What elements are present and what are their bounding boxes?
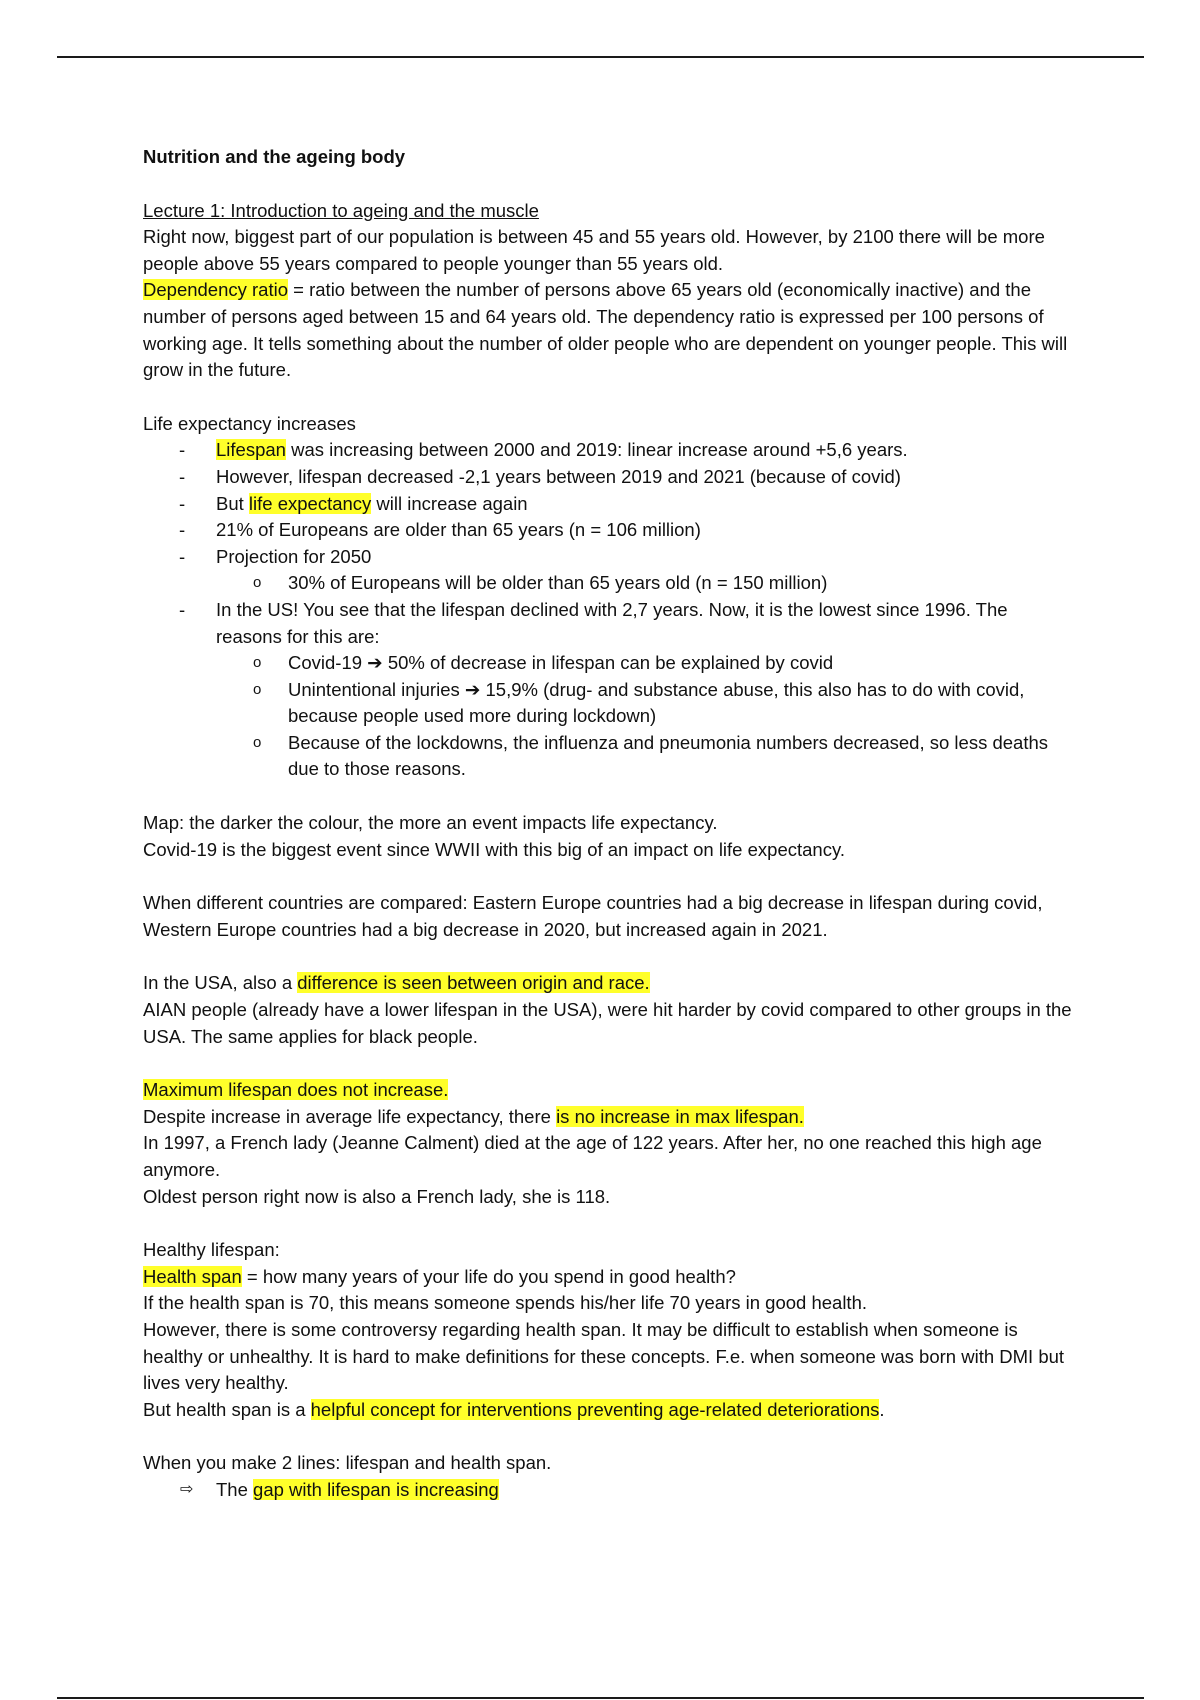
health-span-definition [143,1264,1073,1291]
max-lifespan-line-3: Oldest person right now is also a French lady, she is 118. [143,1185,611,1207]
list-item [143,517,1073,544]
lecture-heading: Lecture 1: Introduction to ageing and the muscle [143,199,539,221]
circle-bullet: o [253,680,262,698]
circle-bullet: o [253,733,262,751]
max-lifespan-highlight: Maximum lifespan does not increase. [143,1079,449,1101]
health-text: . [879,1398,885,1420]
list-item-text: In the US! You see that the lifespan declined with 2,7 years. Now, it is the lowest since 1996. The reasons for this are: [216,598,1008,647]
healthy-lifespan-heading: Healthy lifespan: [143,1239,280,1261]
map-line-2: Covid-19 is the biggest event since WWII with this big of an impact on life expectancy. [143,838,845,860]
circle-bullet: o [253,654,262,672]
list-item-text: 21% of Europeans are older than 65 years (n = 106 million) [216,519,701,541]
list-item-text: However, lifespan decreased -2,1 years between 2019 and 2021 (because of covid) [216,465,901,487]
bottom-rule [57,1697,1144,1699]
life-expectancy-term: life expectancy [248,492,372,514]
map-line-1: Map: the darker the colour, the more an event impacts life expectancy. [143,812,718,834]
dash-bullet: - [179,598,186,620]
document-body [143,144,1073,1504]
arrow-icon: ⇨ [180,1480,194,1498]
health-span-term: Health span [143,1265,242,1287]
arrow-list-item [143,1477,1073,1504]
sub-list-item [143,650,1073,677]
list-item-text: was increasing between 2000 and 2019: linear increase around +5,6 years. [285,439,908,461]
dash-bullet: - [179,519,186,541]
dependency-paragraph [143,277,1073,383]
health-span-line-2: If the health span is 70, this means someone spends his/her life 70 years in good health. [143,1292,868,1314]
health-span-text: = how many years of your life do you spend in good health? [241,1265,736,1287]
list-item-text: will increase again [371,492,528,514]
sub-list-item [143,730,1073,783]
dependency-ratio-term: Dependency ratio [143,279,289,301]
max-lifespan-line-1 [143,1104,1073,1131]
usa-line-1 [143,970,1073,997]
countries-paragraph: When different countries are compared: Eastern Europe countries had a big decrease in lifespan during covid, Western Europe countries had a big decrease in 2020, but increased again in 2021. [143,892,1043,940]
list-item [143,491,1073,518]
max-lifespan-line-2: In 1997, a French lady (Jeanne Calment) died at the age of 122 years. After her, no one reached this high age anymore. [143,1132,1042,1180]
list-item-text: Projection for 2050 [216,545,372,567]
list-item [143,544,1073,571]
max-text: Despite increase in average life expectancy, there [143,1105,557,1127]
lines-paragraph: When you make 2 lines: lifespan and health span. [143,1452,552,1474]
sub-list-item [143,570,1073,597]
list-item [143,597,1073,650]
list-item-text: But [216,492,249,514]
intro-paragraph: Right now, biggest part of our population is between 45 and 55 years old. However, by 2100 there will be more people above 55 years compared to people younger than 55 years old. [143,226,1045,274]
health-text: But health span is a [143,1398,311,1420]
usa-line-2: AIAN people (already have a lower lifespan in the USA), were hit harder by covid compared to other groups in the USA. The same applies for black people. [143,999,1072,1047]
dash-bullet: - [179,545,186,567]
dependency-ratio-definition: = ratio between the number of persons above 65 years old (economically inactive) and the number of persons aged between 15 and 64 years old. The dependency ratio is expressed per 100 persons of working age. It tells something about the number of older people who are dependent on younger people. This will grow in the future. [143,279,1068,381]
top-rule [57,56,1144,58]
list-item [143,464,1073,491]
usa-highlight: difference is seen between origin and race. [297,972,650,994]
list-item-text: Unintentional injuries ➔ 15,9% (drug- and substance abuse, this also has to do with covid, because people used more during lockdown) [288,678,1025,727]
dash-bullet: - [179,492,186,514]
arrow-text: The [216,1478,254,1500]
dash-bullet: - [179,439,186,461]
list-item-text: Covid-19 ➔ 50% of decrease in lifespan can be explained by covid [288,652,834,674]
sub-list-item [143,677,1073,730]
list-item-text: Because of the lockdowns, the influenza and pneumonia numbers decreased, so less deaths due to those reasons. [288,731,1049,780]
circle-bullet: o [253,574,262,592]
list-item-text: 30% of Europeans will be older than 65 years old (n = 150 million) [288,572,828,594]
gap-highlight: gap with lifespan is increasing [253,1478,499,1500]
list-item [143,437,1073,464]
dash-bullet: - [179,465,186,487]
interventions-highlight: helpful concept for interventions preventing age-related deteriorations [310,1398,880,1420]
document-title: Nutrition and the ageing body [143,146,406,167]
usa-text: In the USA, also a [143,972,298,994]
no-increase-highlight: is no increase in max lifespan. [556,1105,804,1127]
health-span-line-4 [143,1397,1073,1424]
life-expectancy-heading: Life expectancy increases [143,412,356,434]
lifespan-term: Lifespan [216,439,286,461]
health-span-line-3: However, there is some controversy regarding health span. It may be difficult to establish when someone is healthy or unhealthy. It is hard to make definitions for these concepts. F.e. when someone was born with DMI but lives very healthy. [143,1318,1065,1394]
life-expectancy-list [143,437,1073,783]
max-lifespan-heading [143,1077,1073,1104]
